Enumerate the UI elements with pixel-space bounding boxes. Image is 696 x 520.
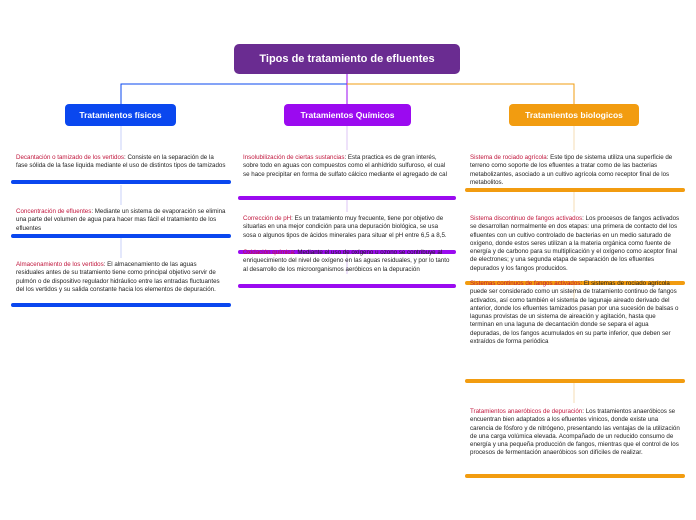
leaf-text: : Los tratamientos anaeróbicos se encuentran bien adaptados a los efluentes vínicos, donde existe una carencia de fósforo y de nitrógeno, presentando las ventajas de la utilización de una carga volúmica elevada. Acompañado de un reducido consumo de energía y una pequeña producción de fangos, mientras que el control de los procesos de fermentación anaeróbicos son difíciles de realizar. (470, 408, 680, 457)
leaf-text: : Es un tratamiento muy frecuente, tiene por objetivo de situarlas en una mejor condición para una depuración biológica, se usa sosa o algunos tipos de ácidos minerales para situar el pH entre 6,5 a 8,5. (243, 215, 447, 239)
leaf-term: Oxidación química (243, 249, 294, 256)
leaf-underline (238, 196, 456, 200)
leaf-underline (11, 180, 231, 184)
leaf-oxidacion-quimica[interactable] (243, 249, 451, 274)
leaf-text: : Este tipo de sistema utiliza una superficie de terreno como soporte de los efluentes a tratar como de las bacterias metabolizantes, asociado a un cultivo agrícola como receptor final de los metabolitos. (470, 154, 673, 186)
leaf-fangos-discontinuo[interactable] (470, 215, 680, 273)
leaf-text: : Los procesos de fangos activados se desarrollan normalmente en dos etapas: una primera de contacto del los efluentes con un cultivo controlado de bacterias en un medio saturado de oxígeno, donde estos seres utilizan a la materia orgánica como fuente de energía y de carbono para su multiplicación y el oxígeno como aceptor final de electrones; y una segunda etapa de separación de los efluentes depurados y los fangos producidos. (470, 215, 680, 272)
leaf-almacenamiento[interactable] (16, 261, 226, 294)
leaf-text: : Mediante el uso de oxígeno u ozono se contribuye al enriquecimiento del nivel de oxígeno en las aguas residuales, y por lo tanto al desarrollo de los microorganismos aeróbicos en la depuración (243, 249, 450, 273)
root-node[interactable] (234, 44, 460, 74)
leaf-text: : El almacenamiento de las aguas residuales antes de su tratamiento tiene como principal objetivo servir de pulmón o de dispositivo regulador hidráulico entre las entradas fluctuantes del los vertidos y su salida constante hacia los elementos de depuración. (16, 261, 220, 293)
leaf-underline (465, 188, 685, 192)
branch-label: Tratamientos físicos (79, 110, 162, 120)
leaf-anaerobicos[interactable] (470, 408, 680, 458)
branch-tratamientos-quimicos[interactable] (284, 104, 411, 126)
leaf-decantacion[interactable] (16, 154, 226, 171)
branch-tratamientos-biologicos[interactable] (509, 104, 639, 126)
leaf-term: Insolubilización de ciertas sustancias (243, 154, 345, 161)
leaf-underline (238, 284, 456, 288)
branch-tratamientos-fisicos[interactable] (65, 104, 176, 126)
leaf-term: Sistema de rociado agrícola (470, 154, 547, 161)
leaf-rociado-agricola[interactable] (470, 154, 680, 187)
leaf-term: Almacenamiento de los vertidos (16, 261, 104, 268)
leaf-insolubilizacion[interactable] (243, 154, 451, 179)
leaf-term: Decantación o tamizado de los vertidos (16, 154, 124, 161)
leaf-term: Corrección de pH (243, 215, 292, 222)
branch-label: Tratamientos biologicos (525, 110, 623, 120)
leaf-text: : Esta practica es de gran interés, sobre todo en aguas con compuestos como el anhídrido sulfuroso, el cual se hace precipitar en forma de sulfato cálcico mediante el agregado de cal (243, 154, 447, 178)
root-title: Tipos de tratamiento de efluentes (259, 53, 435, 65)
leaf-term: Concentración de efluentes (16, 208, 92, 215)
connector-root-biologicos (347, 84, 574, 104)
branch-label: Tratamientos Químicos (300, 110, 395, 120)
leaf-text: : Consiste en la separación de la fase sólida de la fase liquida mediante el uso de distintos tipos de tamizados (16, 154, 226, 170)
leaf-underline (465, 379, 685, 383)
leaf-text: : Mediante un sistema de evaporación se elimina una parte del volumen de agua para hacer mas fácil el tratamiento de los efluentes (16, 208, 226, 232)
leaf-term: Tratamientos anaeróbicos de depuración (470, 408, 583, 415)
leaf-text: : El sistemas de rociado agrícola puede ser considerado como un sistema de tratamiento continuo de fangos activados, así como también el sistema de lagunaje aireado derivado del anterior, donde los efluentes tamizados pasan por una sucesión de balsas o lagunas provistas de un sistema de aireación y agitación, hasta que terminan en una laguna de decantación donde se separa el agua depuradas, de los fangos acumulados en su parte inferior, que deben ser extraídos de forma periódica (470, 280, 679, 346)
connector-root-fisicos (121, 74, 347, 104)
leaf-underline (465, 474, 685, 478)
leaf-underline (11, 303, 231, 307)
leaf-concentracion[interactable] (16, 208, 226, 233)
leaf-term: Sistema discontinuo de fangos activados (470, 215, 583, 222)
leaf-correccion-ph[interactable] (243, 215, 451, 240)
leaf-term: Sistemas continuos de fangos activados (470, 280, 581, 287)
leaf-underline (11, 234, 231, 238)
leaf-fangos-continuos[interactable] (470, 280, 680, 346)
